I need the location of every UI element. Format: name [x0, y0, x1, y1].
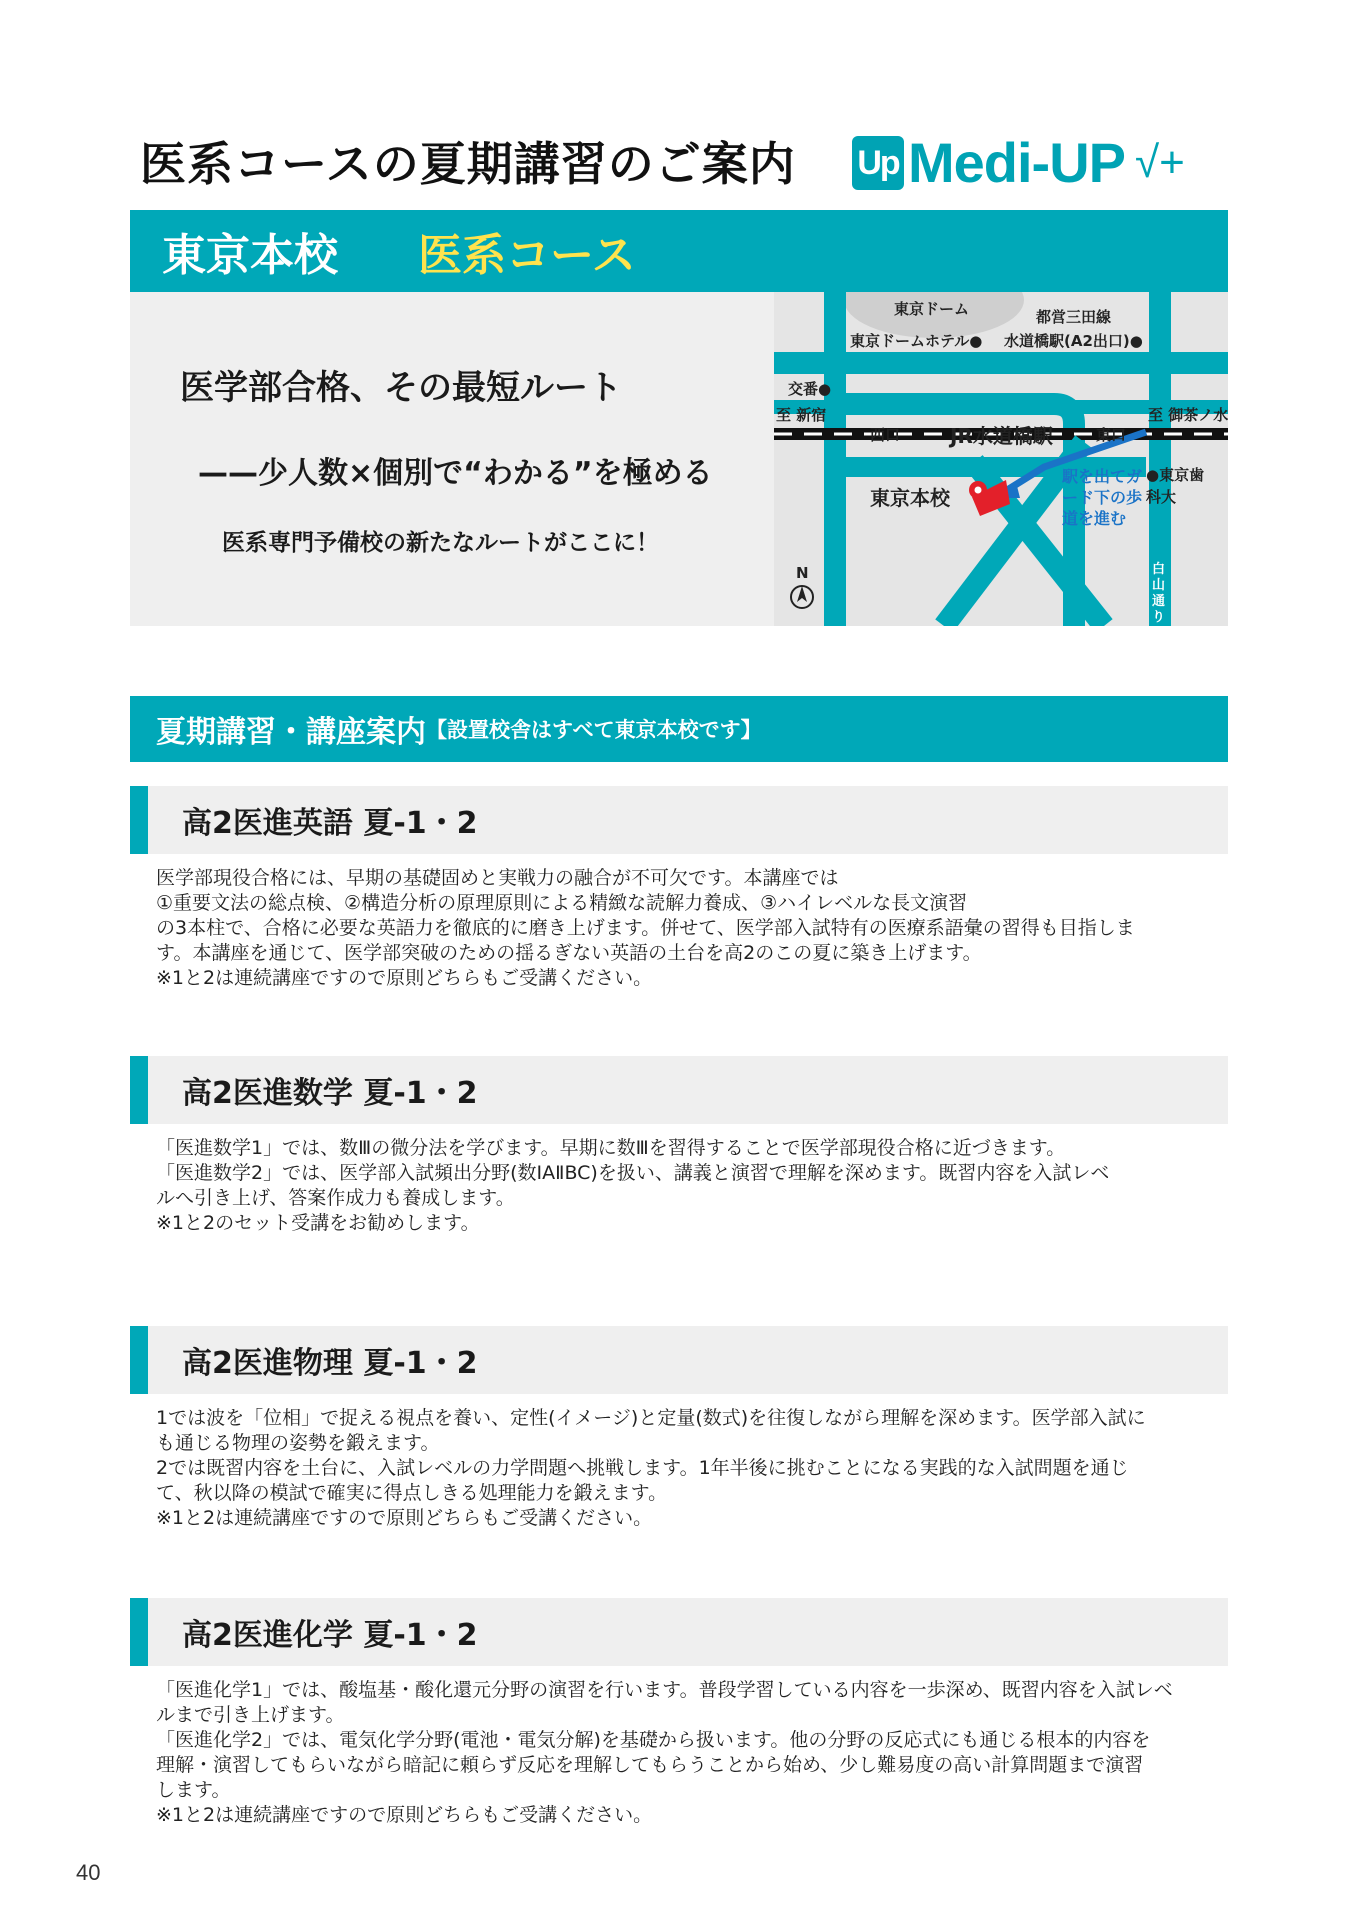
school-band	[130, 210, 1228, 292]
course-chemistry	[130, 1598, 1228, 1828]
description-line: す。本講座を通じて、医学部突破のための揺るぎない英語の土台を高2のこの夏に築き上げます。	[156, 942, 982, 964]
description-line: ※1と2は連続講座ですので原則どちらもご受講ください。	[156, 967, 653, 989]
course-title: 高2医進数学 夏-1・2	[182, 1076, 478, 1111]
catch-subcopy: ——少人数×個別で“わかる”を極める	[198, 456, 713, 491]
description-line: て、秋以降の模試で確実に得点しきる処理能力を鍛えます。	[156, 1482, 668, 1504]
description-line: 「医進数学2」では、医学部入試頻出分野(数ⅠAⅡBC)を扱い、講義と演習で理解を深めます。既習内容を入試レベ	[156, 1162, 1110, 1184]
description-line: 「医進化学2」では、電気化学分野(電池・電気分解)を基礎から扱います。他の分野の反応式にも通じる根本的内容を	[156, 1729, 1151, 1751]
catch-note: 医系専門予備校の新たなルートがここに！	[222, 530, 659, 556]
course-head	[130, 1056, 1228, 1124]
description-line: 医学部現役合格には、早期の基礎固めと実戦力の融合が不可欠です。本講座では	[156, 867, 839, 889]
access-map	[774, 292, 1228, 626]
logo-mark: √+	[1135, 138, 1185, 187]
map-label-dome-hotel: 東京ドームホテル●	[850, 332, 983, 350]
page-title: 医系コースの夏期講習のご案内	[140, 137, 796, 191]
description-line: ルまで引き上げます。	[156, 1704, 345, 1726]
course-english	[130, 786, 1228, 991]
description-line: します。	[156, 1779, 231, 1801]
school-pin-dot	[975, 487, 982, 494]
course-section-band	[130, 696, 1228, 762]
course-math	[130, 1056, 1228, 1236]
description-line: ルへ引き上げ、答案作成力も養成します。	[156, 1187, 515, 1209]
description-line: 「医進数学1」では、数Ⅲの微分法を学びます。早期に数Ⅲを習得することで医学部現役合格に近づきます。	[156, 1137, 1066, 1159]
section-title: 夏期講習・講座案内	[156, 715, 426, 750]
medi-up-logo	[852, 131, 1185, 194]
course-title: 高2医進英語 夏-1・2	[182, 806, 478, 841]
course-head	[130, 786, 1228, 854]
logo-text: Medi-UP	[908, 131, 1125, 194]
map-label-shinjuku: 至 新宿	[776, 406, 827, 424]
map-label-ochanomizu: 至 御茶ノ水	[1148, 406, 1228, 424]
school-name: 東京本校	[162, 230, 338, 281]
course-description	[156, 1136, 1228, 1236]
intro-box	[130, 292, 1228, 626]
description-line: の3本柱で、合格に必要な英語力を徹底的に磨き上げます。併せて、医学部入試特有の医療系語彙の習得も目指しま	[156, 917, 1135, 939]
map-label-koban: 交番●	[788, 380, 832, 398]
description-line: ※1と2は連続講座ですので原則どちらもご受講ください。	[156, 1804, 653, 1826]
map-label-dome: 東京ドーム	[894, 300, 970, 318]
map-label-suidobashi-a2: 水道橋駅(A2出口)●	[1004, 332, 1143, 350]
road-left	[824, 292, 846, 626]
section-note: 【設置校舎はすべて東京本校です】	[426, 718, 762, 742]
logo-badge: Up	[852, 136, 904, 190]
course-head	[130, 1598, 1228, 1666]
description-line: 1では波を「位相」で捉える視点を養い、定性(イメージ)と定量(数式)を往復しながら理解を深めます。医学部入試に	[156, 1407, 1146, 1429]
map-label-station: JR水道橋駅	[950, 424, 1053, 448]
description-line: ①重要文法の総点検、②構造分析の原理原則による精緻な読解力養成、③ハイレベルな長文演習	[156, 892, 968, 914]
description-line: ※1と2は連続講座ですので原則どちらもご受講ください。	[156, 1507, 653, 1529]
north-arrow	[797, 586, 807, 602]
map-label-dental: ●東京歯科大	[1146, 466, 1205, 506]
description-line: も通じる物理の姿勢を鍛えます。	[156, 1432, 440, 1454]
map-label-route-note: 駅を出てガード下の歩道を進む	[1062, 467, 1143, 528]
course-description	[156, 866, 1228, 991]
map-label-north: N	[796, 564, 809, 582]
catch-copy: 医学部合格、その最短ルート	[180, 368, 622, 408]
description-line: 「医進化学1」では、酸塩基・酸化還元分野の演習を行います。普段学習している内容を一歩深め、既習内容を入試レベ	[156, 1679, 1173, 1701]
course-description	[156, 1406, 1228, 1531]
map-label-school: 東京本校	[870, 486, 950, 510]
description-line: 2では既習内容を土台に、入試レベルの力学問題へ挑戦します。1年半後に挑むことになる実践的な入試問題を通じ	[156, 1457, 1129, 1479]
page-number: 40	[76, 1860, 101, 1885]
map-label-west-exit: 西口	[870, 426, 901, 444]
course-title: 高2医進化学 夏-1・2	[182, 1618, 478, 1653]
map-label-east-exit: 東口	[1096, 426, 1127, 444]
map-label-hakusan: 白山通り	[1152, 562, 1166, 625]
course-physics	[130, 1326, 1228, 1531]
course-name: 医系コース	[418, 230, 636, 281]
course-description	[156, 1678, 1228, 1828]
map-label-mita-line: 都営三田線	[1036, 308, 1112, 326]
description-line: ※1と2のセット受講をお勧めします。	[156, 1212, 480, 1234]
course-title: 高2医進物理 夏-1・2	[182, 1346, 478, 1381]
course-head	[130, 1326, 1228, 1394]
description-line: 理解・演習してもらいながら暗記に頼らず反応を理解してもらうことから始め、少し難易度の高い計算問題まで演習	[156, 1754, 1144, 1776]
